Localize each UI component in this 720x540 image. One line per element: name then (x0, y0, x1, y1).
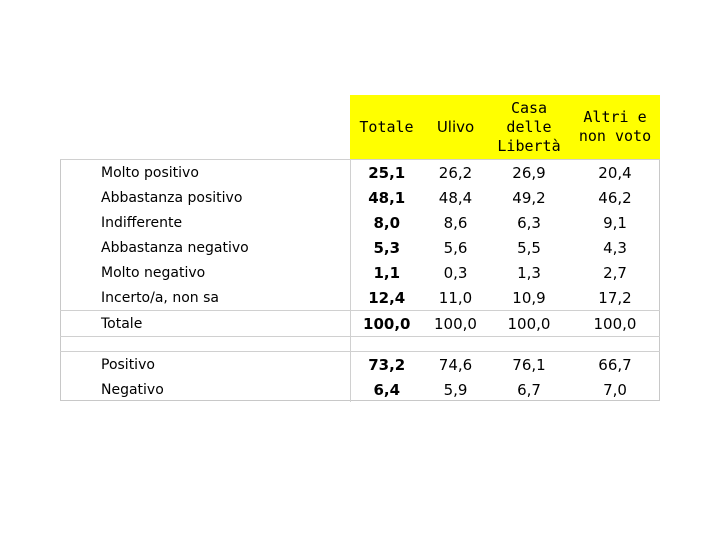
cell-ulivo: 48,4 (438, 188, 473, 207)
row-label: Negativo (101, 381, 164, 398)
cell-altri: 17,2 (570, 285, 660, 311)
table-row (60, 160, 660, 186)
cell-ulivo: 0,3 (443, 263, 468, 282)
cell-altri: 2,7 (603, 263, 627, 282)
spacer-cell (423, 337, 488, 352)
header-blank-cell (60, 95, 350, 160)
cell-totale: 1,1 (350, 260, 423, 285)
total-row (60, 311, 660, 337)
cell-altri: 46,2 (598, 188, 632, 207)
table-row (60, 235, 660, 260)
header-casa-delle-liberta (488, 95, 570, 160)
cell-altri: 100,0 (593, 314, 637, 333)
spacer-cell (570, 337, 660, 352)
cell-ulivo: 74,6 (438, 355, 473, 374)
row-label: Indifferente (101, 214, 183, 231)
cell-casa: 1,3 (517, 263, 541, 282)
cell-totale: 25,1 (350, 160, 423, 186)
cell-casa: 6,7 (517, 380, 541, 399)
header-ulivo: Ulivo (423, 95, 488, 160)
cell-totale: 8,0 (350, 210, 423, 235)
table-row (60, 260, 660, 285)
header-line: Altri e (583, 108, 647, 126)
cell-totale: 12,4 (350, 285, 423, 311)
header-line: delle (506, 117, 552, 136)
row-label: Incerto/a, non sa (60, 285, 350, 311)
table-row (60, 185, 660, 210)
cell-totale: 5,3 (350, 235, 423, 260)
header-totale: Totale (350, 95, 423, 160)
table-row (60, 377, 660, 402)
header-line: non voto (578, 127, 652, 145)
header-line: Libertà (497, 136, 561, 155)
cell-ulivo: 5,6 (443, 238, 468, 257)
row-label: Molto negativo (101, 264, 206, 281)
table-row (60, 285, 660, 311)
cell-ulivo: 11,0 (423, 285, 488, 311)
table-row (60, 352, 660, 378)
cell-altri: 7,0 (603, 380, 627, 399)
cell-totale: 48,1 (350, 185, 423, 210)
row-label: Totale (101, 315, 143, 332)
cell-ulivo: 8,6 (443, 213, 468, 232)
cell-ulivo: 100,0 (434, 314, 477, 333)
cell-altri: 20,4 (570, 160, 660, 186)
cell-totale: 73,2 (350, 352, 423, 378)
results-table (60, 95, 660, 402)
cell-casa: 10,9 (488, 285, 570, 311)
row-label: Positivo (101, 356, 155, 373)
table-row (60, 210, 660, 235)
cell-altri: 66,7 (598, 355, 632, 374)
cell-casa: 6,3 (517, 213, 541, 232)
row-label: Molto positivo (60, 160, 350, 186)
spacer-cell (350, 337, 423, 352)
cell-casa: 49,2 (512, 188, 546, 207)
spacer-row (60, 337, 660, 352)
cell-ulivo: 5,9 (443, 380, 468, 399)
header-row (60, 95, 660, 160)
spacer-cell (488, 337, 570, 352)
cell-altri: 9,1 (603, 213, 627, 232)
cell-altri: 4,3 (603, 238, 627, 257)
cell-totale: 6,4 (350, 377, 423, 402)
cell-totale: 100,0 (350, 311, 423, 337)
cell-casa: 100,0 (507, 314, 551, 333)
header-line: Casa (510, 98, 548, 117)
cell-casa: 5,5 (517, 238, 541, 257)
cell-casa: 26,9 (488, 160, 570, 186)
cell-casa: 76,1 (512, 355, 546, 374)
cell-ulivo: 26,2 (423, 160, 488, 186)
header-altri-e-non-voto (570, 95, 660, 160)
row-label: Abbastanza negativo (101, 239, 249, 256)
row-label: Abbastanza positivo (101, 189, 243, 206)
spacer-cell (60, 337, 350, 352)
